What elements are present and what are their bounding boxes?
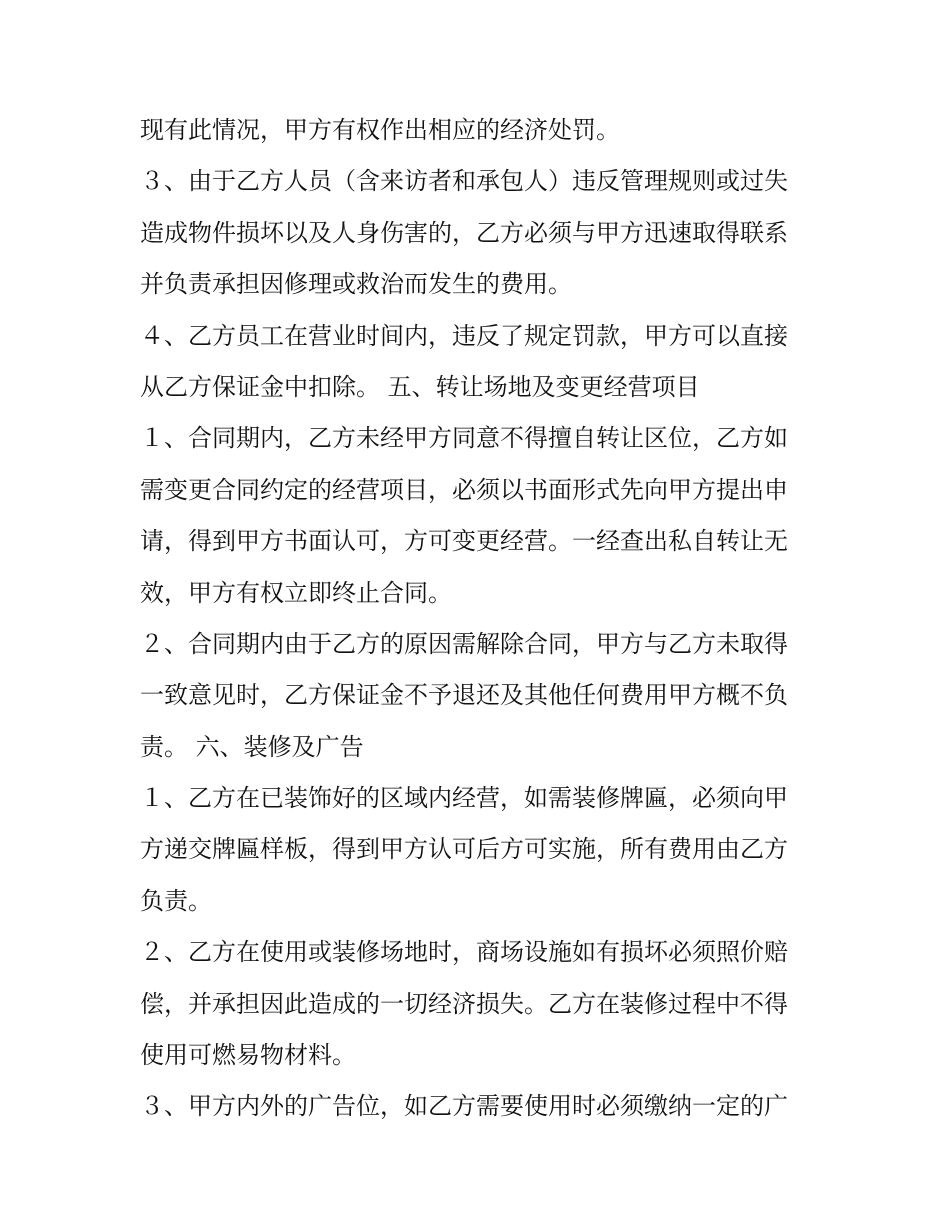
text-line: １、乙方在已装饰好的区域内经营，如需装修牌匾，必须向甲: [140, 784, 788, 813]
text-line: １、合同期内，乙方未经甲方同意不得擅自转让区位，乙方如: [140, 424, 788, 453]
text-line: ２、乙方在使用或装修场地时，商场设施如有损坏必须照价赔: [140, 938, 788, 967]
text-line: ２、合同期内由于乙方的原因需解除合同，甲方与乙方未取得: [140, 629, 788, 658]
text-line: 需变更合同约定的经营项目，必须以书面形式先向甲方提出申: [140, 475, 788, 504]
text-line: 使用可燃易物材料。: [140, 1041, 356, 1070]
text-line: 造成物件损坏以及人身伤害的，乙方必须与甲方迅速取得联系: [140, 218, 788, 247]
text-line: 偿，并承担因此造成的一切经济损失。乙方在装修过程中不得: [140, 989, 788, 1018]
text-line: 责。 六、装修及广告: [140, 732, 364, 761]
text-line: 从乙方保证金中扣除。 五、转让场地及变更经营项目: [140, 372, 700, 401]
text-line: 并负责承担因修理或救治而发生的费用。: [140, 270, 572, 299]
text-line: ３、由于乙方人员（含来访者和承包人）违反管理规则或过失: [140, 167, 788, 196]
text-line: 方递交牌匾样板，得到甲方认可后方可实施，所有费用由乙方: [140, 835, 788, 864]
text-line: 效，甲方有权立即终止合同。: [140, 578, 452, 607]
text-line: ３、甲方内外的广告位，如乙方需要使用时必须缴纳一定的广: [140, 1092, 788, 1121]
text-line: 请，得到甲方书面认可，方可变更经营。一经查出私自转让无: [140, 527, 788, 556]
text-line: ４、乙方员工在营业时间内，违反了规定罚款，甲方可以直接: [140, 321, 788, 350]
document-body: [140, 105, 820, 1133]
text-line: 一致意见时，乙方保证金不予退还及其他任何费用甲方概不负: [140, 681, 788, 710]
text-line: 负责。: [140, 886, 212, 915]
text-line: 现有此情况，甲方有权作出相应的经济处罚。: [140, 116, 620, 144]
